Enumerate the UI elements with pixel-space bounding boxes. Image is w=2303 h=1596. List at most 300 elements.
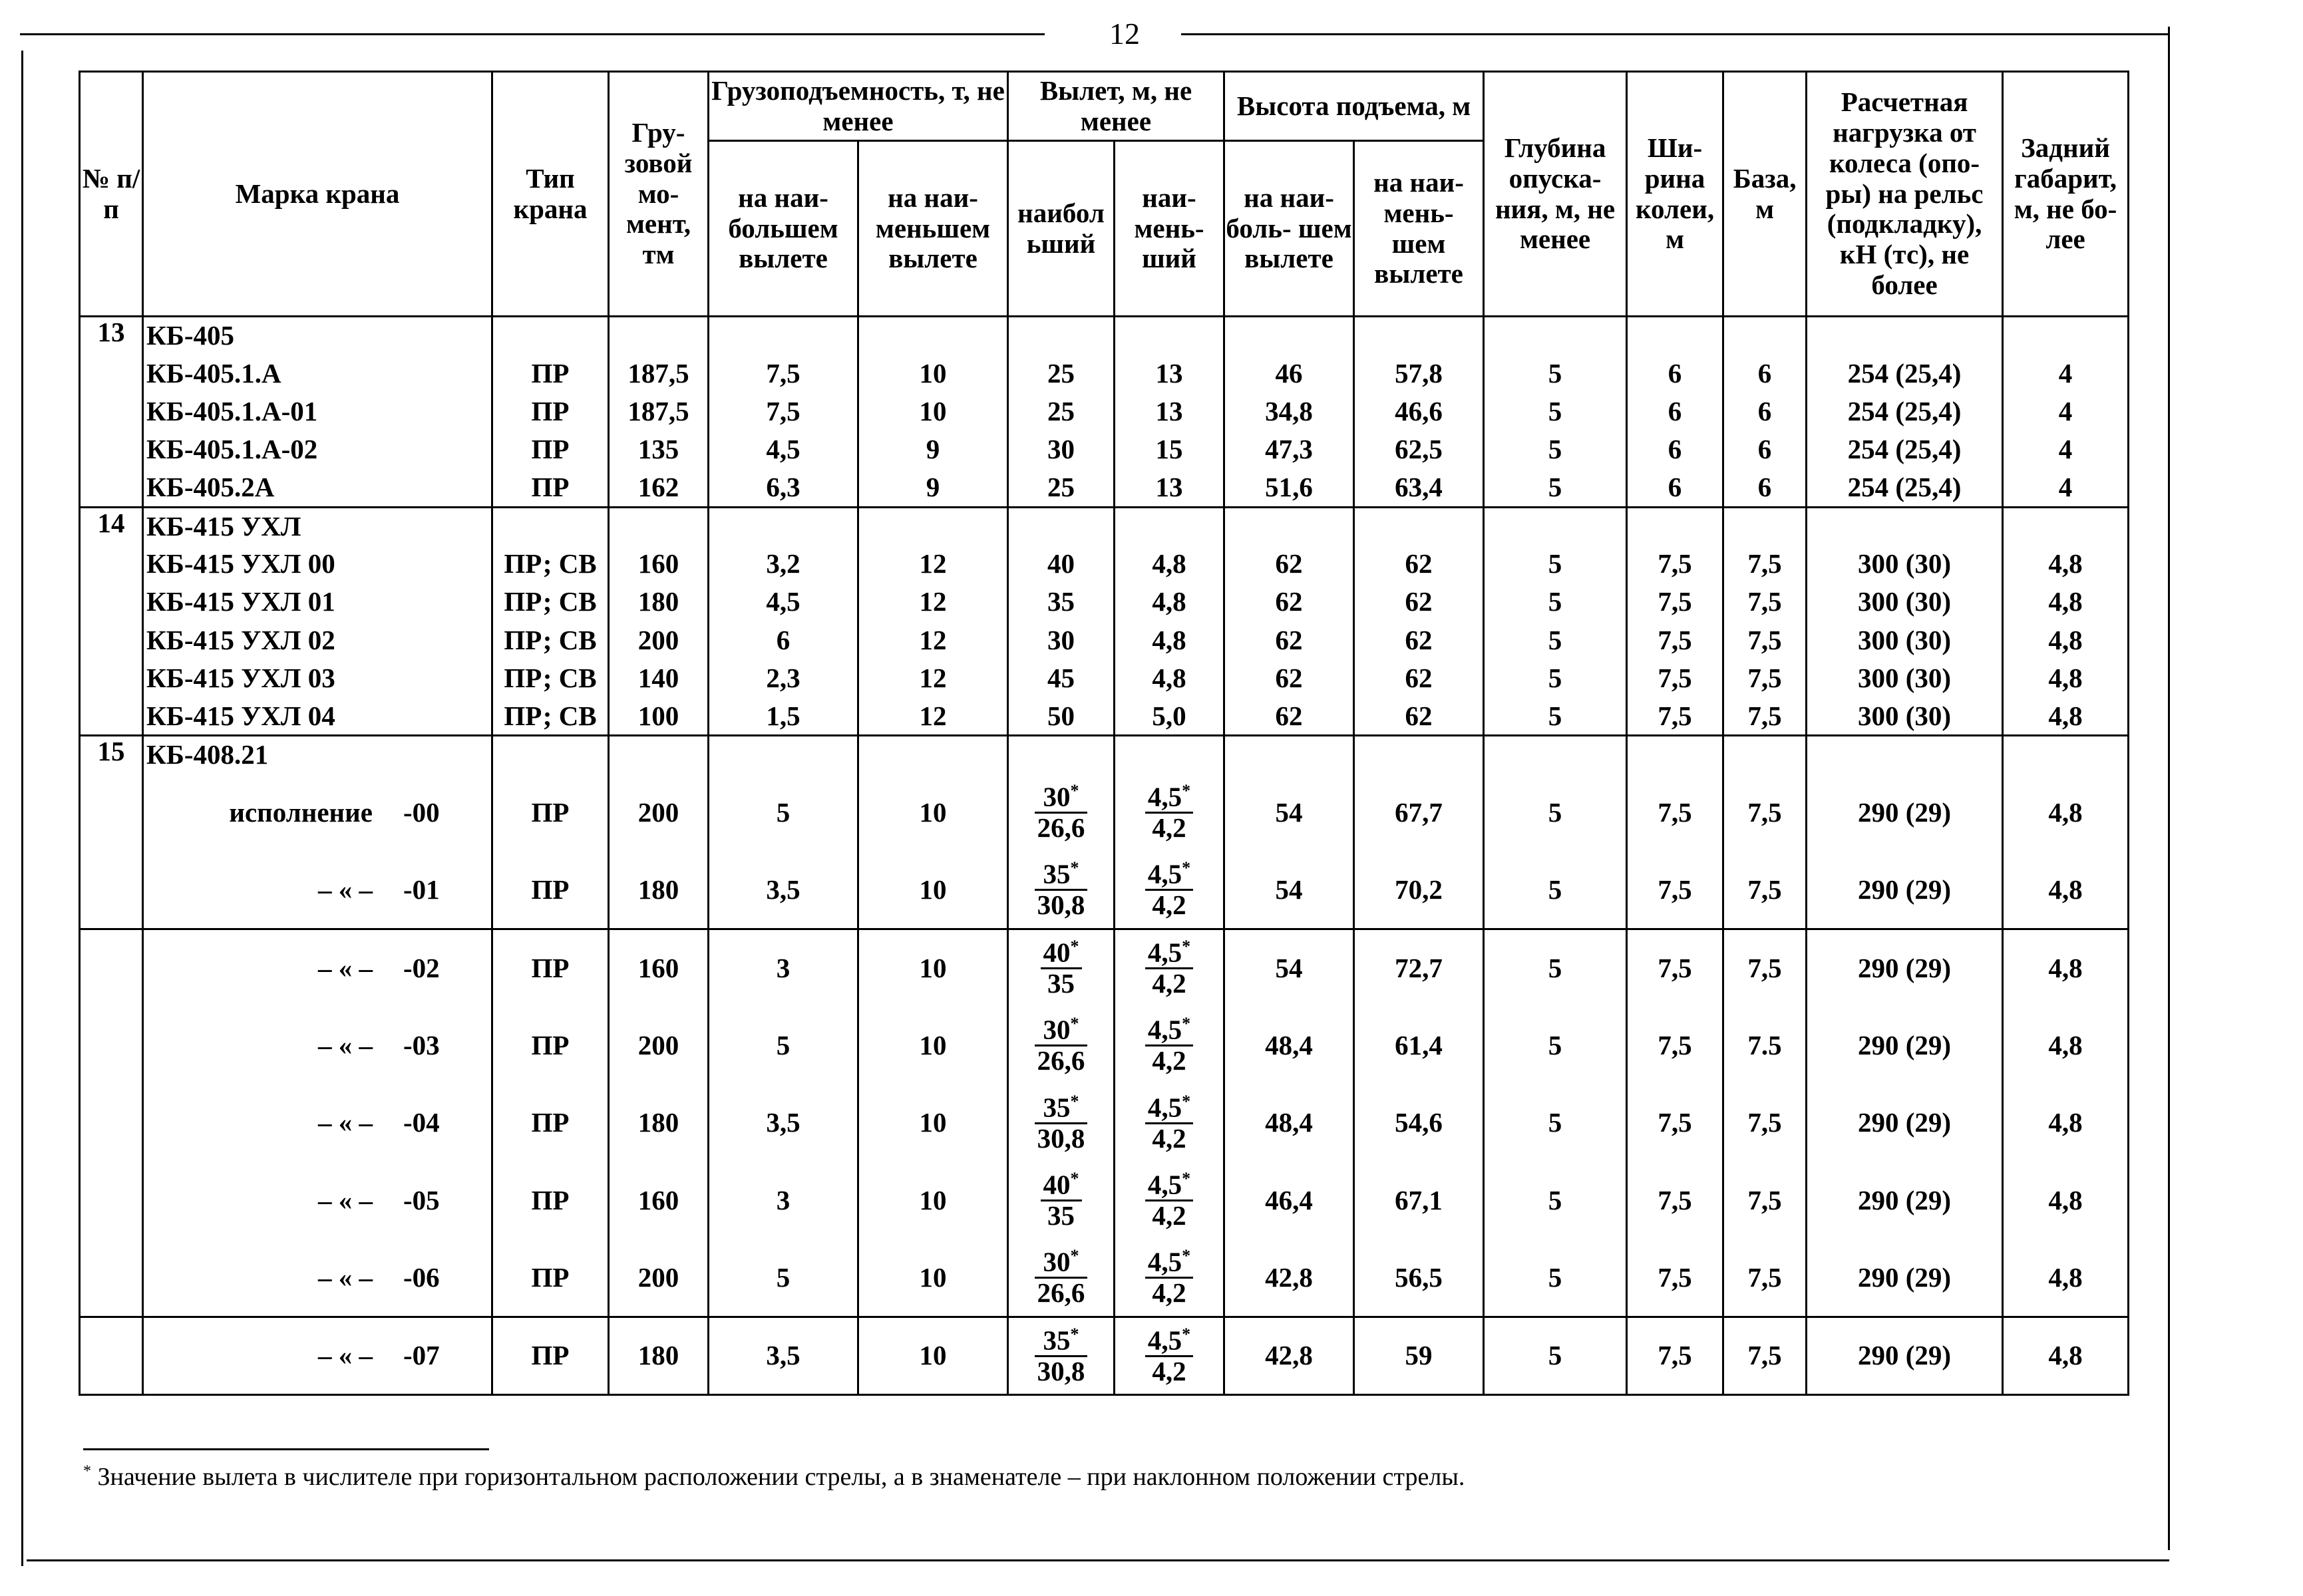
cell-h-max: 62 [1224, 698, 1354, 736]
row-number-empty [80, 393, 143, 430]
fraction [1035, 1247, 1088, 1307]
fraction-denominator: 35 [1047, 968, 1075, 999]
cell-base: 7,5 [1723, 1317, 1807, 1395]
variant-label [146, 1341, 491, 1371]
fraction-numerator [1145, 937, 1193, 969]
cell-reach-max: 50 [1008, 698, 1115, 736]
fraction [1035, 782, 1088, 842]
cell-type: ПР [492, 1084, 609, 1162]
table-row [80, 929, 2129, 1007]
cell-rear: 4,8 [2003, 1084, 2129, 1162]
cell-load: 254 (25,4) [1807, 393, 2003, 430]
header-capacity: Грузоподъемность, т, не менее [709, 72, 1008, 141]
cell-moment: 160 [609, 1162, 709, 1239]
crane-mark: КБ-415 УХЛ 03 [143, 659, 492, 697]
cell-base: 7,5 [1723, 774, 1807, 852]
cell-reach-min [1115, 1162, 1224, 1239]
crane-mark: КБ-405.1.А [143, 355, 492, 393]
empty-cell [858, 736, 1008, 774]
cell-base: 6 [1723, 430, 1807, 468]
cell-cap-max: 4,5 [709, 430, 858, 468]
fraction [1035, 1015, 1088, 1075]
footnote-ref: * [1070, 781, 1079, 801]
cell-cap-min: 12 [858, 621, 1008, 659]
header-type: Тип крана [492, 72, 609, 317]
cell-depth: 5 [1484, 1317, 1627, 1395]
cell-h-min: 61,4 [1354, 1007, 1484, 1084]
cell-depth: 5 [1484, 583, 1627, 621]
header-base: База, м [1723, 72, 1807, 317]
cell-cap-min: 10 [858, 355, 1008, 393]
cell-moment: 140 [609, 659, 709, 697]
cell-h-min: 57,8 [1354, 355, 1484, 393]
cell-moment: 200 [609, 621, 709, 659]
cell-rear: 4,8 [2003, 1317, 2129, 1395]
cell-type: ПР; СВ [492, 621, 609, 659]
fraction-denominator: 30,8 [1037, 1122, 1085, 1154]
fraction-numerator-value: 4,5 [1147, 1092, 1182, 1123]
cell-cap-min: 12 [858, 659, 1008, 697]
cell-type: ПР [492, 852, 609, 929]
cell-moment: 160 [609, 545, 709, 583]
cell-moment: 200 [609, 774, 709, 852]
cell-cap-min: 10 [858, 1317, 1008, 1395]
cell-gauge: 7,5 [1627, 621, 1723, 659]
cell-rear: 4,8 [2003, 583, 2129, 621]
crane-mark [143, 1007, 492, 1084]
cell-gauge: 7,5 [1627, 659, 1723, 697]
cell-cap-max: 2,3 [709, 659, 858, 697]
cell-reach-min: 4,8 [1115, 583, 1224, 621]
header-gauge: Ши- рина колеи, м [1627, 72, 1723, 317]
cell-gauge: 6 [1627, 469, 1723, 507]
cell-cap-min: 10 [858, 1007, 1008, 1084]
row-number-empty [80, 545, 143, 583]
empty-cell [1484, 736, 1627, 774]
table-row [80, 1084, 2129, 1162]
row-number: 13 [80, 317, 143, 355]
cell-h-min: 62 [1354, 698, 1484, 736]
header-reach: Вылет, м, не менее [1008, 72, 1224, 141]
cell-rear: 4 [2003, 355, 2129, 393]
cell-h-min: 62 [1354, 583, 1484, 621]
cell-reach-min: 5,0 [1115, 698, 1224, 736]
header-rear: Задний габарит, м, не бо- лее [2003, 72, 2129, 317]
cell-depth: 5 [1484, 621, 1627, 659]
cell-gauge: 6 [1627, 430, 1723, 468]
fraction [1145, 1015, 1193, 1075]
cell-reach-max [1008, 774, 1115, 852]
header-row-1 [80, 72, 2129, 141]
fraction-numerator-value: 4,5 [1147, 1247, 1182, 1278]
cell-gauge: 7,5 [1627, 1007, 1723, 1084]
cell-moment: 187,5 [609, 393, 709, 430]
cell-rear: 4,8 [2003, 929, 2129, 1007]
variant-label [146, 798, 491, 828]
row-number-empty [80, 1239, 143, 1317]
fraction-numerator-value: 4,5 [1147, 1014, 1182, 1045]
cell-type: ПР; СВ [492, 698, 609, 736]
fraction-numerator [1041, 937, 1082, 969]
group-title-row [80, 736, 2129, 774]
fraction-numerator [1035, 782, 1088, 814]
empty-cell [1115, 317, 1224, 355]
row-number-empty [80, 583, 143, 621]
page-frame-left [21, 51, 23, 1566]
cell-h-max: 54 [1224, 774, 1354, 852]
cell-rear: 4,8 [2003, 545, 2129, 583]
cell-rear: 4,8 [2003, 1239, 2129, 1317]
header-capacity-max: на наи- большем вылете [709, 141, 858, 317]
cell-cap-max: 1,5 [709, 698, 858, 736]
cell-base: 7,5 [1723, 1239, 1807, 1317]
group-title-row [80, 317, 2129, 355]
cell-base: 7,5 [1723, 621, 1807, 659]
row-number-empty [80, 1084, 143, 1162]
table-row [80, 583, 2129, 621]
cell-type: ПР [492, 355, 609, 393]
row-number-empty [80, 774, 143, 852]
cell-cap-min: 9 [858, 469, 1008, 507]
header-capacity-min: на наи- меньшем вылете [858, 141, 1008, 317]
cell-rear: 4,8 [2003, 1162, 2129, 1239]
cell-load: 290 (29) [1807, 1317, 2003, 1395]
empty-cell [609, 736, 709, 774]
row-number-empty [80, 659, 143, 697]
variant-suffix: -00 [403, 796, 440, 828]
empty-cell [492, 736, 609, 774]
footnote-ref: * [1070, 1169, 1079, 1189]
cell-load: 290 (29) [1807, 774, 2003, 852]
cell-load: 300 (30) [1807, 698, 2003, 736]
footnote-ref: * [1070, 1246, 1079, 1266]
fraction-numerator-value: 4,5 [1147, 858, 1182, 889]
cell-h-max: 54 [1224, 929, 1354, 1007]
cell-h-max: 34,8 [1224, 393, 1354, 430]
table-row [80, 545, 2129, 583]
fraction-denominator: 4,2 [1152, 1200, 1186, 1231]
fraction [1145, 1325, 1193, 1386]
variant-label-text: – « – [318, 1261, 373, 1293]
variant-suffix: -05 [403, 1184, 440, 1215]
empty-cell [1627, 317, 1723, 355]
row-number-empty [80, 929, 143, 1007]
cell-cap-min: 10 [858, 1239, 1008, 1317]
row-number-empty [80, 430, 143, 468]
cell-reach-max: 25 [1008, 355, 1115, 393]
cell-base: 6 [1723, 393, 1807, 430]
fraction-numerator [1035, 1247, 1088, 1279]
cell-reach-max: 30 [1008, 621, 1115, 659]
cell-type: ПР [492, 469, 609, 507]
cell-reach-max [1008, 1239, 1115, 1317]
variant-label-text: – « – [318, 1184, 373, 1215]
page-frame-top-right [1181, 33, 2169, 35]
fraction-denominator: 30,8 [1037, 1355, 1085, 1386]
empty-cell [1354, 736, 1484, 774]
footnote-text: Значение вылета в числителе при горизонтальном расположении стрелы, а в знаменателе – при наклонном положении стрелы. [97, 1463, 1465, 1491]
footnote-ref: * [1070, 937, 1079, 957]
cell-load: 300 (30) [1807, 545, 2003, 583]
footnote-ref: * [1182, 1246, 1191, 1266]
cell-load: 290 (29) [1807, 852, 2003, 929]
cell-h-max: 62 [1224, 583, 1354, 621]
crane-mark [143, 929, 492, 1007]
cell-load: 290 (29) [1807, 1007, 2003, 1084]
cell-h-min: 62 [1354, 545, 1484, 583]
cell-reach-max: 25 [1008, 469, 1115, 507]
fraction-numerator [1041, 1170, 1082, 1201]
table-row [80, 1239, 2129, 1317]
variant-label [146, 1263, 491, 1293]
cell-gauge: 7,5 [1627, 1162, 1723, 1239]
table-row [80, 1007, 2129, 1084]
fraction [1145, 1092, 1193, 1153]
empty-cell [1627, 507, 1723, 545]
cell-cap-min: 12 [858, 583, 1008, 621]
cell-reach-max [1008, 1162, 1115, 1239]
empty-cell [1008, 507, 1115, 545]
cell-depth: 5 [1484, 852, 1627, 929]
variant-label [146, 1031, 491, 1061]
empty-cell [1008, 736, 1115, 774]
empty-cell [609, 317, 709, 355]
cell-type: ПР [492, 1317, 609, 1395]
row-number-empty [80, 852, 143, 929]
footnote-ref: * [1182, 1091, 1191, 1111]
fraction-numerator [1145, 1170, 1193, 1201]
empty-cell [2003, 507, 2129, 545]
fraction-denominator: 26,6 [1037, 812, 1085, 843]
fraction-denominator: 4,2 [1152, 1044, 1186, 1076]
table-row [80, 659, 2129, 697]
cell-h-max: 51,6 [1224, 469, 1354, 507]
cell-h-min: 59 [1354, 1317, 1484, 1395]
crane-mark: КБ-415 УХЛ 01 [143, 583, 492, 621]
cell-type: ПР; СВ [492, 659, 609, 697]
fraction-denominator: 35 [1047, 1200, 1075, 1231]
cell-gauge: 7,5 [1627, 929, 1723, 1007]
cell-depth: 5 [1484, 774, 1627, 852]
fraction-numerator [1145, 1247, 1193, 1279]
cell-h-min: 56,5 [1354, 1239, 1484, 1317]
empty-cell [1627, 736, 1723, 774]
cell-reach-min: 13 [1115, 393, 1224, 430]
crane-mark: КБ-405.2А [143, 469, 492, 507]
fraction-denominator: 4,2 [1152, 812, 1186, 843]
empty-cell [858, 507, 1008, 545]
cell-base: 7,5 [1723, 659, 1807, 697]
cell-reach-max [1008, 1007, 1115, 1084]
footnote-ref: * [1182, 1324, 1191, 1344]
row-number-empty [80, 355, 143, 393]
cell-h-min: 62 [1354, 659, 1484, 697]
empty-cell [492, 507, 609, 545]
cell-gauge: 7,5 [1627, 583, 1723, 621]
cell-reach-min [1115, 929, 1224, 1007]
crane-mark [143, 774, 492, 852]
cell-cap-max: 3 [709, 1162, 858, 1239]
variant-suffix: -01 [403, 874, 440, 905]
empty-cell [2003, 736, 2129, 774]
footnote-ref: * [1182, 1169, 1191, 1189]
row-number-empty [80, 1162, 143, 1239]
cell-h-min: 62,5 [1354, 430, 1484, 468]
crane-mark: КБ-415 УХЛ 04 [143, 698, 492, 736]
row-number-empty [80, 698, 143, 736]
empty-cell [1723, 507, 1807, 545]
cell-cap-min: 10 [858, 852, 1008, 929]
cell-cap-max: 3,5 [709, 1084, 858, 1162]
cell-cap-max: 6 [709, 621, 858, 659]
cell-moment: 180 [609, 852, 709, 929]
cell-cap-min: 10 [858, 774, 1008, 852]
row-number-empty [80, 469, 143, 507]
variant-label [146, 875, 491, 905]
empty-cell [1224, 507, 1354, 545]
fraction-denominator: 26,6 [1037, 1277, 1085, 1309]
variant-suffix: -06 [403, 1261, 440, 1293]
variant-suffix: -03 [403, 1029, 440, 1060]
cell-reach-max: 40 [1008, 545, 1115, 583]
fraction-denominator: 30,8 [1037, 889, 1085, 920]
group-title: КБ-415 УХЛ [143, 507, 492, 545]
fraction-numerator [1035, 1015, 1088, 1046]
cell-rear: 4 [2003, 430, 2129, 468]
cell-reach-max: 30 [1008, 430, 1115, 468]
fraction-numerator-value: 4,5 [1147, 1325, 1182, 1356]
table-row [80, 1162, 2129, 1239]
cell-h-min: 70,2 [1354, 852, 1484, 929]
cell-type: ПР; СВ [492, 545, 609, 583]
cell-moment: 200 [609, 1007, 709, 1084]
fraction-denominator: 26,6 [1037, 1044, 1085, 1076]
cell-base: 7,5 [1723, 698, 1807, 736]
fraction-numerator-value: 30 [1043, 781, 1071, 812]
cell-rear: 4,8 [2003, 621, 2129, 659]
cell-h-max: 48,4 [1224, 1084, 1354, 1162]
group-title: КБ-405 [143, 317, 492, 355]
cell-gauge: 6 [1627, 393, 1723, 430]
fraction [1145, 782, 1193, 842]
fraction-numerator [1145, 782, 1193, 814]
fraction-numerator [1145, 1015, 1193, 1046]
fraction-denominator: 4,2 [1152, 968, 1186, 999]
cell-h-max: 47,3 [1224, 430, 1354, 468]
cell-reach-max: 45 [1008, 659, 1115, 697]
crane-spec-table [79, 71, 2129, 1396]
cell-reach-min [1115, 774, 1224, 852]
table-row [80, 355, 2129, 393]
cell-depth: 5 [1484, 469, 1627, 507]
page-number: 12 [1109, 17, 1140, 51]
empty-cell [1354, 507, 1484, 545]
empty-cell [1224, 736, 1354, 774]
cell-type: ПР [492, 1162, 609, 1239]
cell-moment: 187,5 [609, 355, 709, 393]
fraction-numerator-value: 4,5 [1147, 781, 1182, 812]
cell-cap-max: 6,3 [709, 469, 858, 507]
fraction-numerator [1145, 859, 1193, 891]
cell-reach-max [1008, 852, 1115, 929]
footnote-ref: * [1070, 1014, 1079, 1034]
cell-h-max: 54 [1224, 852, 1354, 929]
fraction-denominator: 4,2 [1152, 889, 1186, 920]
group-title-row [80, 507, 2129, 545]
fraction [1035, 1325, 1088, 1386]
fraction [1145, 1170, 1193, 1230]
variant-label-text: – « – [318, 874, 373, 905]
cell-cap-max: 3,2 [709, 545, 858, 583]
empty-cell [1354, 317, 1484, 355]
cell-depth: 5 [1484, 1239, 1627, 1317]
fraction-numerator [1145, 1092, 1193, 1124]
fraction [1145, 859, 1193, 919]
cell-reach-max [1008, 1084, 1115, 1162]
cell-h-max: 46 [1224, 355, 1354, 393]
cell-load: 300 (30) [1807, 659, 2003, 697]
cell-cap-max: 3,5 [709, 852, 858, 929]
fraction-numerator-value: 4,5 [1147, 1170, 1182, 1201]
cell-h-max: 62 [1224, 659, 1354, 697]
row-number-empty [80, 1317, 143, 1395]
cell-moment: 180 [609, 583, 709, 621]
header-mark: Марка крана [143, 72, 492, 317]
empty-cell [1807, 317, 2003, 355]
crane-mark [143, 1239, 492, 1317]
cell-moment: 135 [609, 430, 709, 468]
empty-cell [1807, 736, 2003, 774]
row-number-empty [80, 1007, 143, 1084]
header-reach-min: наи- мень- ший [1115, 141, 1224, 317]
table-body [80, 317, 2129, 1395]
cell-reach-min: 13 [1115, 355, 1224, 393]
table-row [80, 698, 2129, 736]
fraction-denominator: 4,2 [1152, 1355, 1186, 1386]
footnote-ref: * [1182, 858, 1191, 878]
cell-load: 290 (29) [1807, 1162, 2003, 1239]
cell-cap-min: 10 [858, 1162, 1008, 1239]
empty-cell [709, 317, 858, 355]
group-title: КБ-408.21 [143, 736, 492, 774]
fraction-numerator [1035, 1325, 1088, 1357]
cell-load: 300 (30) [1807, 621, 2003, 659]
fraction [1145, 937, 1193, 998]
table-row [80, 393, 2129, 430]
cell-reach-min [1115, 1239, 1224, 1317]
cell-base: 7,5 [1723, 583, 1807, 621]
cell-gauge: 6 [1627, 355, 1723, 393]
fraction [1041, 1170, 1082, 1230]
cell-moment: 180 [609, 1317, 709, 1395]
empty-cell [709, 736, 858, 774]
cell-type: ПР [492, 393, 609, 430]
fraction-numerator-value: 35 [1043, 1325, 1071, 1356]
fraction-numerator-value: 4,5 [1147, 937, 1182, 968]
cell-rear: 4,8 [2003, 774, 2129, 852]
cell-h-min: 46,6 [1354, 393, 1484, 430]
row-number: 15 [80, 736, 143, 774]
crane-mark [143, 1084, 492, 1162]
cell-load: 254 (25,4) [1807, 355, 2003, 393]
header-reach-max: наибол ьший [1008, 141, 1115, 317]
variant-label-text: – « – [318, 952, 373, 983]
cell-base: 7.5 [1723, 1007, 1807, 1084]
cell-base: 7,5 [1723, 929, 1807, 1007]
cell-h-min: 72,7 [1354, 929, 1484, 1007]
empty-cell [1807, 507, 2003, 545]
cell-h-min: 67,1 [1354, 1162, 1484, 1239]
